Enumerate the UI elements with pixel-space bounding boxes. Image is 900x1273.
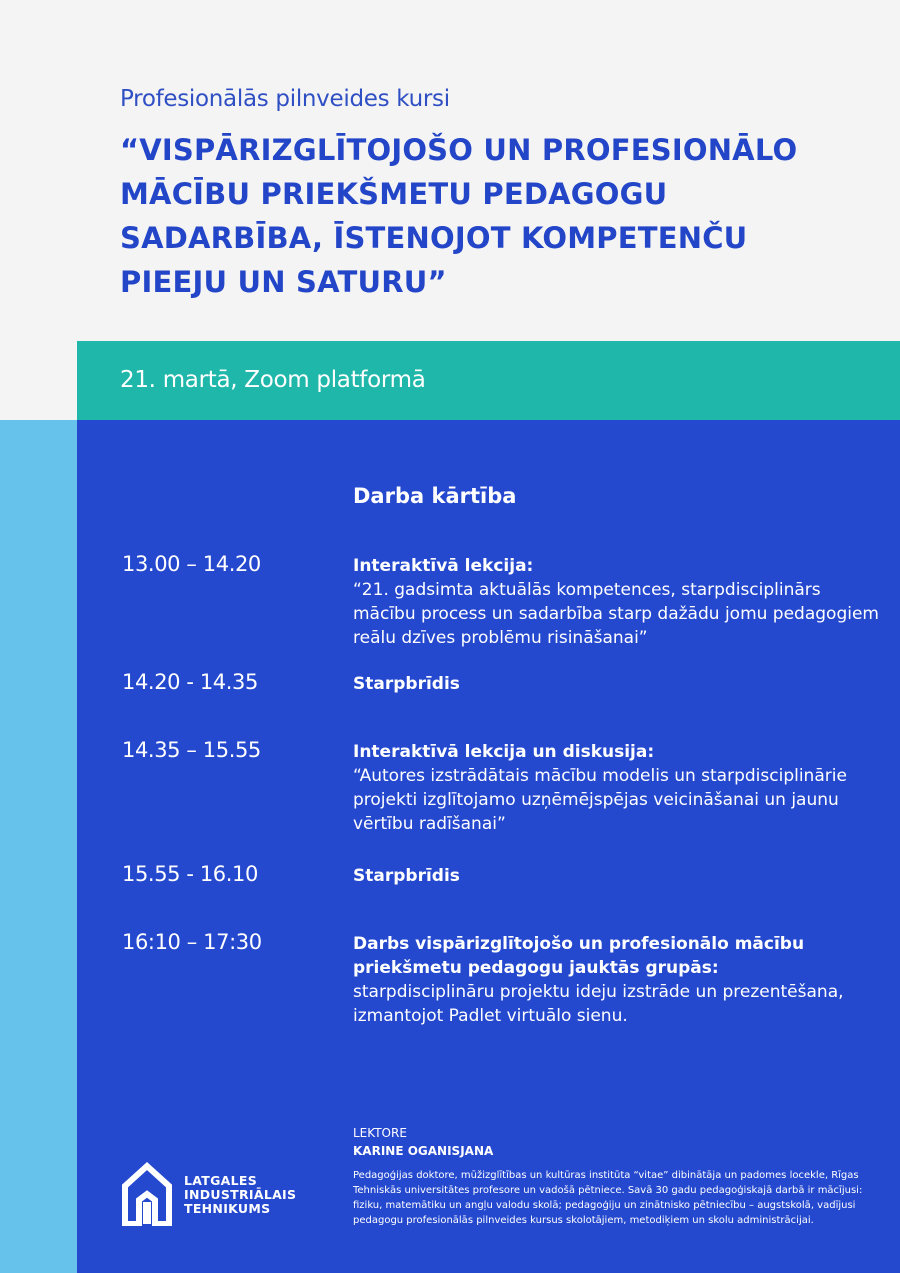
agenda-description <box>353 864 883 888</box>
agenda-description <box>353 672 883 696</box>
title-line: SADARBĪBA, ĪSTENOJOT KOMPETENČU <box>120 221 748 255</box>
title-line: MĀCĪBU PRIEKŠMETU PEDAGOGU <box>120 177 668 211</box>
lecturer-name: KARINE OGANISJANA <box>353 1144 494 1158</box>
agenda-description <box>353 932 883 1028</box>
date-banner <box>77 341 900 420</box>
agenda-time: 14.35 – 15.55 <box>122 738 261 762</box>
agenda-description <box>353 554 883 650</box>
agenda-item-heading: Darbs vispārizglītojošo un profesionālo mācību priekšmetu pedagogu jauktās grupās: <box>353 934 805 978</box>
agenda-time: 16:10 – 17:30 <box>122 930 262 954</box>
logo-text-line: TEHNIKUMS <box>184 1201 271 1216</box>
left-accent-strip <box>0 420 77 1273</box>
logo-text-line: INDUSTRIĀLAIS <box>184 1187 297 1202</box>
lecturer-label: LEKTORE <box>353 1126 407 1140</box>
agenda-description <box>353 740 883 836</box>
college-logo-text <box>184 1174 296 1216</box>
agenda-time: 14.20 - 14.35 <box>122 670 258 694</box>
agenda-item-heading: Starpbrīdis <box>353 866 460 886</box>
college-logo <box>121 1160 341 1230</box>
agenda-item-text: “21. gadsimta aktuālās kompetences, starpdisciplinārs mācību process un sadarbība starp dažādu jomu pedagogiem reālu dzīves problēmu risināšanai” <box>353 580 879 648</box>
course-subtitle: Profesionālās pilnveides kursi <box>120 86 450 112</box>
agenda-title: Darba kārtība <box>353 484 517 508</box>
agenda-time: 15.55 - 16.10 <box>122 862 258 886</box>
lecturer-bio: Pedagoģijas doktore, mūžizglītības un kultūras institūta “vitae” dibinātāja un padomes locekle, Rīgas Tehniskās universitātes profesore un vadošā pētniece. Savā 30 gadu pedagoģiskajā darbā ir mācījusi: fiziku, matemātiku un angļu valodu skolā; pedagoģiju un zinātnisko pētniecību – augstskolā, vadījusi pedagogu profesionālās pilnveides kursus skolotājiem, metodiķiem un skolu administrācijai. <box>353 1170 863 1226</box>
title-line: “VISPĀRIZGLĪTOJOŠO UN PROFESIONĀLO <box>120 133 798 167</box>
logo-text-line: LATGALES <box>184 1173 258 1188</box>
course-title <box>120 128 880 304</box>
event-date-place: 21. martā, Zoom platformā <box>120 367 426 393</box>
title-line: PIEEJU UN SATURU” <box>120 265 447 299</box>
agenda-panel <box>77 420 900 1273</box>
agenda-item-text: starpdisciplināru projektu ideju izstrāde un prezentēšana, izmantojot Padlet virtuālo sienu. <box>353 982 844 1026</box>
agenda-time: 13.00 – 14.20 <box>122 552 261 576</box>
agenda-item-heading: Starpbrīdis <box>353 674 460 694</box>
house-logo-icon <box>121 1160 173 1226</box>
agenda-item-heading: Interaktīvā lekcija: <box>353 556 534 576</box>
agenda-item-text: “Autores izstrādātais mācību modelis un starpdisciplinārie projekti izglītojamo uzņēmējspējas veicināšanai un jaunu vērtību radīšanai” <box>353 766 847 834</box>
agenda-item-heading: Interaktīvā lekcija un diskusija: <box>353 742 655 762</box>
